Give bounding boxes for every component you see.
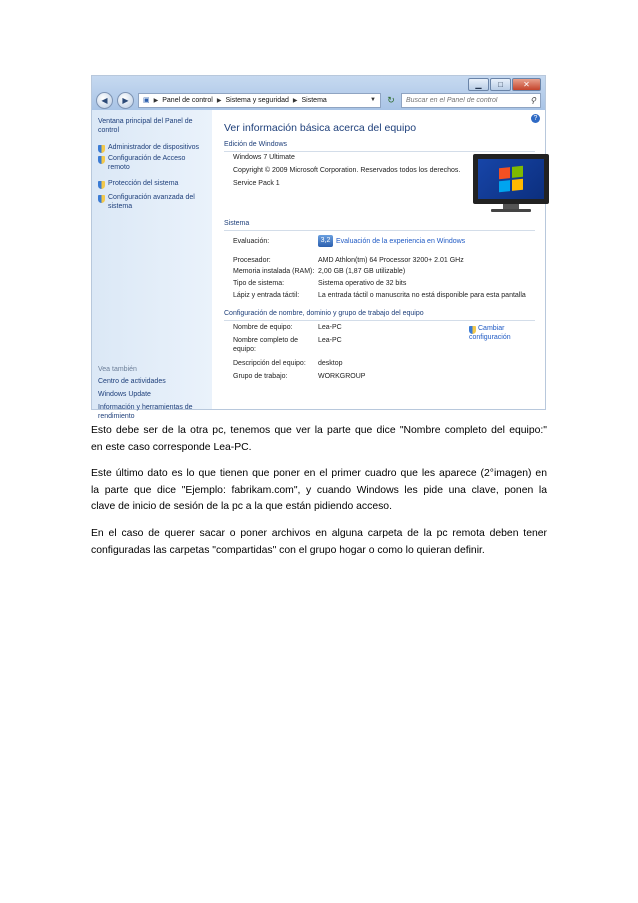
system-heading: Sistema (224, 220, 535, 227)
breadcrumb-item[interactable]: Sistema (301, 96, 327, 104)
search-icon[interactable]: ⚲ (530, 95, 536, 105)
shield-icon (469, 326, 476, 334)
system-type-label: Tipo de sistema: (233, 280, 285, 287)
maximize-button[interactable]: □ (490, 78, 511, 91)
chevron-down-icon[interactable]: ▼ (370, 97, 376, 103)
ram-value: 2,00 GB (1,87 GB utilizable) (318, 268, 406, 275)
rating-label: Evaluación: (233, 238, 270, 245)
minimize-button[interactable]: ▁ (468, 78, 489, 91)
copyright-text: Copyright © 2009 Microsoft Corporation. Reservados todos los derechos. (233, 167, 461, 174)
computer-name-heading: Configuración de nombre, dominio y grupo de trabajo del equipo (224, 310, 535, 317)
computer-name-value: Lea-PC (318, 324, 342, 331)
shield-icon (98, 195, 105, 203)
text-line: Este último dato es lo que tienen que poner en el primer cuadro que les aparece (2°imagen) en (91, 468, 547, 479)
help-icon[interactable]: ? (531, 114, 540, 123)
sidebar (92, 110, 212, 420)
description-label: Descripción del equipo: (233, 360, 306, 367)
text-line: la parte que dice "Ejemplo: fabrikam.com", y cuando Windows les pide una clave, ponen la (91, 484, 547, 496)
processor-label: Procesador: (233, 257, 271, 264)
text-line: configuradas las carpetas "compartidas" con el grupo hogar o como lo quieran definir. (91, 544, 485, 556)
shield-icon (98, 145, 105, 153)
breadcrumb-item[interactable]: Panel de control (162, 96, 213, 104)
text-line: Esto debe ser de la otra pc, tenemos que ver la parte que dice "Nombre completo del equipo:" (91, 425, 547, 436)
processor-value: AMD Athlon(tm) 64 Processor 3200+ 2.01 GHz (318, 257, 464, 264)
shield-icon (98, 156, 105, 164)
breadcrumb-item[interactable]: Sistema y seguridad (225, 96, 289, 104)
sidebar-item-action-center[interactable]: Centro de actividades (98, 378, 166, 385)
refresh-icon[interactable]: ↻ (387, 94, 395, 105)
service-pack: Service Pack 1 (233, 180, 280, 187)
forward-icon[interactable]: ▶ (117, 92, 134, 109)
navigation-bar (96, 92, 541, 108)
paragraph-2 (91, 466, 547, 516)
sidebar-item-remote-settings[interactable]: Configuración de Acceso remoto (98, 155, 208, 172)
rating-value[interactable] (318, 235, 465, 247)
computer-name-label: Nombre de equipo: (233, 324, 293, 331)
address-bar[interactable]: ▣ ▶ Panel de control ▶ Sistema y seguridad ▶ Sistema ▼ (138, 93, 381, 108)
search-box[interactable] (401, 93, 541, 108)
experience-index-link[interactable]: Evaluación de la experiencia en Windows (336, 237, 466, 245)
sidebar-item-windows-update[interactable]: Windows Update (98, 391, 151, 398)
windows-edition: Windows 7 Ultimate (233, 154, 295, 161)
full-name-value: Lea-PC (318, 337, 342, 344)
windows-logo-icon (473, 154, 549, 212)
description-value: desktop (318, 360, 343, 367)
rating-badge: 3,2 (318, 235, 333, 247)
system-type-value: Sistema operativo de 32 bits (318, 280, 407, 287)
pen-touch-label: Lápiz y entrada táctil: (233, 292, 300, 299)
text-line: En el caso de querer sacar o poner archivos en alguna carpeta de la pc remota deben tener (91, 528, 547, 539)
edition-heading: Edición de Windows (224, 141, 535, 148)
paragraph-1 (91, 423, 547, 456)
close-button[interactable]: ✕ (512, 78, 541, 91)
full-name-label: Nombre completo de equipo: (233, 337, 298, 353)
sidebar-item-advanced-settings[interactable]: Configuración avanzada del sistema (98, 194, 208, 211)
back-icon[interactable]: ◀ (96, 92, 113, 109)
system-properties-screenshot (91, 75, 546, 420)
see-also-heading: Vea también (98, 366, 137, 373)
shield-icon (98, 181, 105, 189)
workgroup-value: WORKGROUP (318, 373, 366, 380)
change-settings-link[interactable]: Cambiar configuración (469, 325, 511, 341)
window-titlebar (92, 76, 545, 110)
sidebar-item-device-manager[interactable]: Administrador de dispositivos (98, 144, 208, 153)
text-line: clave de inicio de sesión de la pc a la que están pidiendo acceso. (91, 501, 392, 512)
sidebar-item-home[interactable]: Ventana principal del Panel de control (98, 118, 193, 134)
page-title: Ver información básica acerca del equipo (224, 122, 417, 134)
sidebar-item-performance[interactable]: Información y herramientas de rendimiento (98, 404, 193, 420)
ram-label: Memoria instalada (RAM): (233, 268, 315, 275)
search-input[interactable] (406, 97, 530, 104)
paragraph-3 (91, 526, 547, 559)
control-panel-icon: ▣ (143, 97, 150, 104)
pen-touch-value: La entrada táctil o manuscrita no está disponible para esta pantalla (318, 292, 526, 299)
workgroup-label: Grupo de trabajo: (233, 373, 288, 380)
window-controls (468, 78, 541, 91)
text-line: en este caso corresponde Lea-PC. (91, 441, 252, 453)
sidebar-item-system-protection[interactable]: Protección del sistema (98, 180, 208, 189)
